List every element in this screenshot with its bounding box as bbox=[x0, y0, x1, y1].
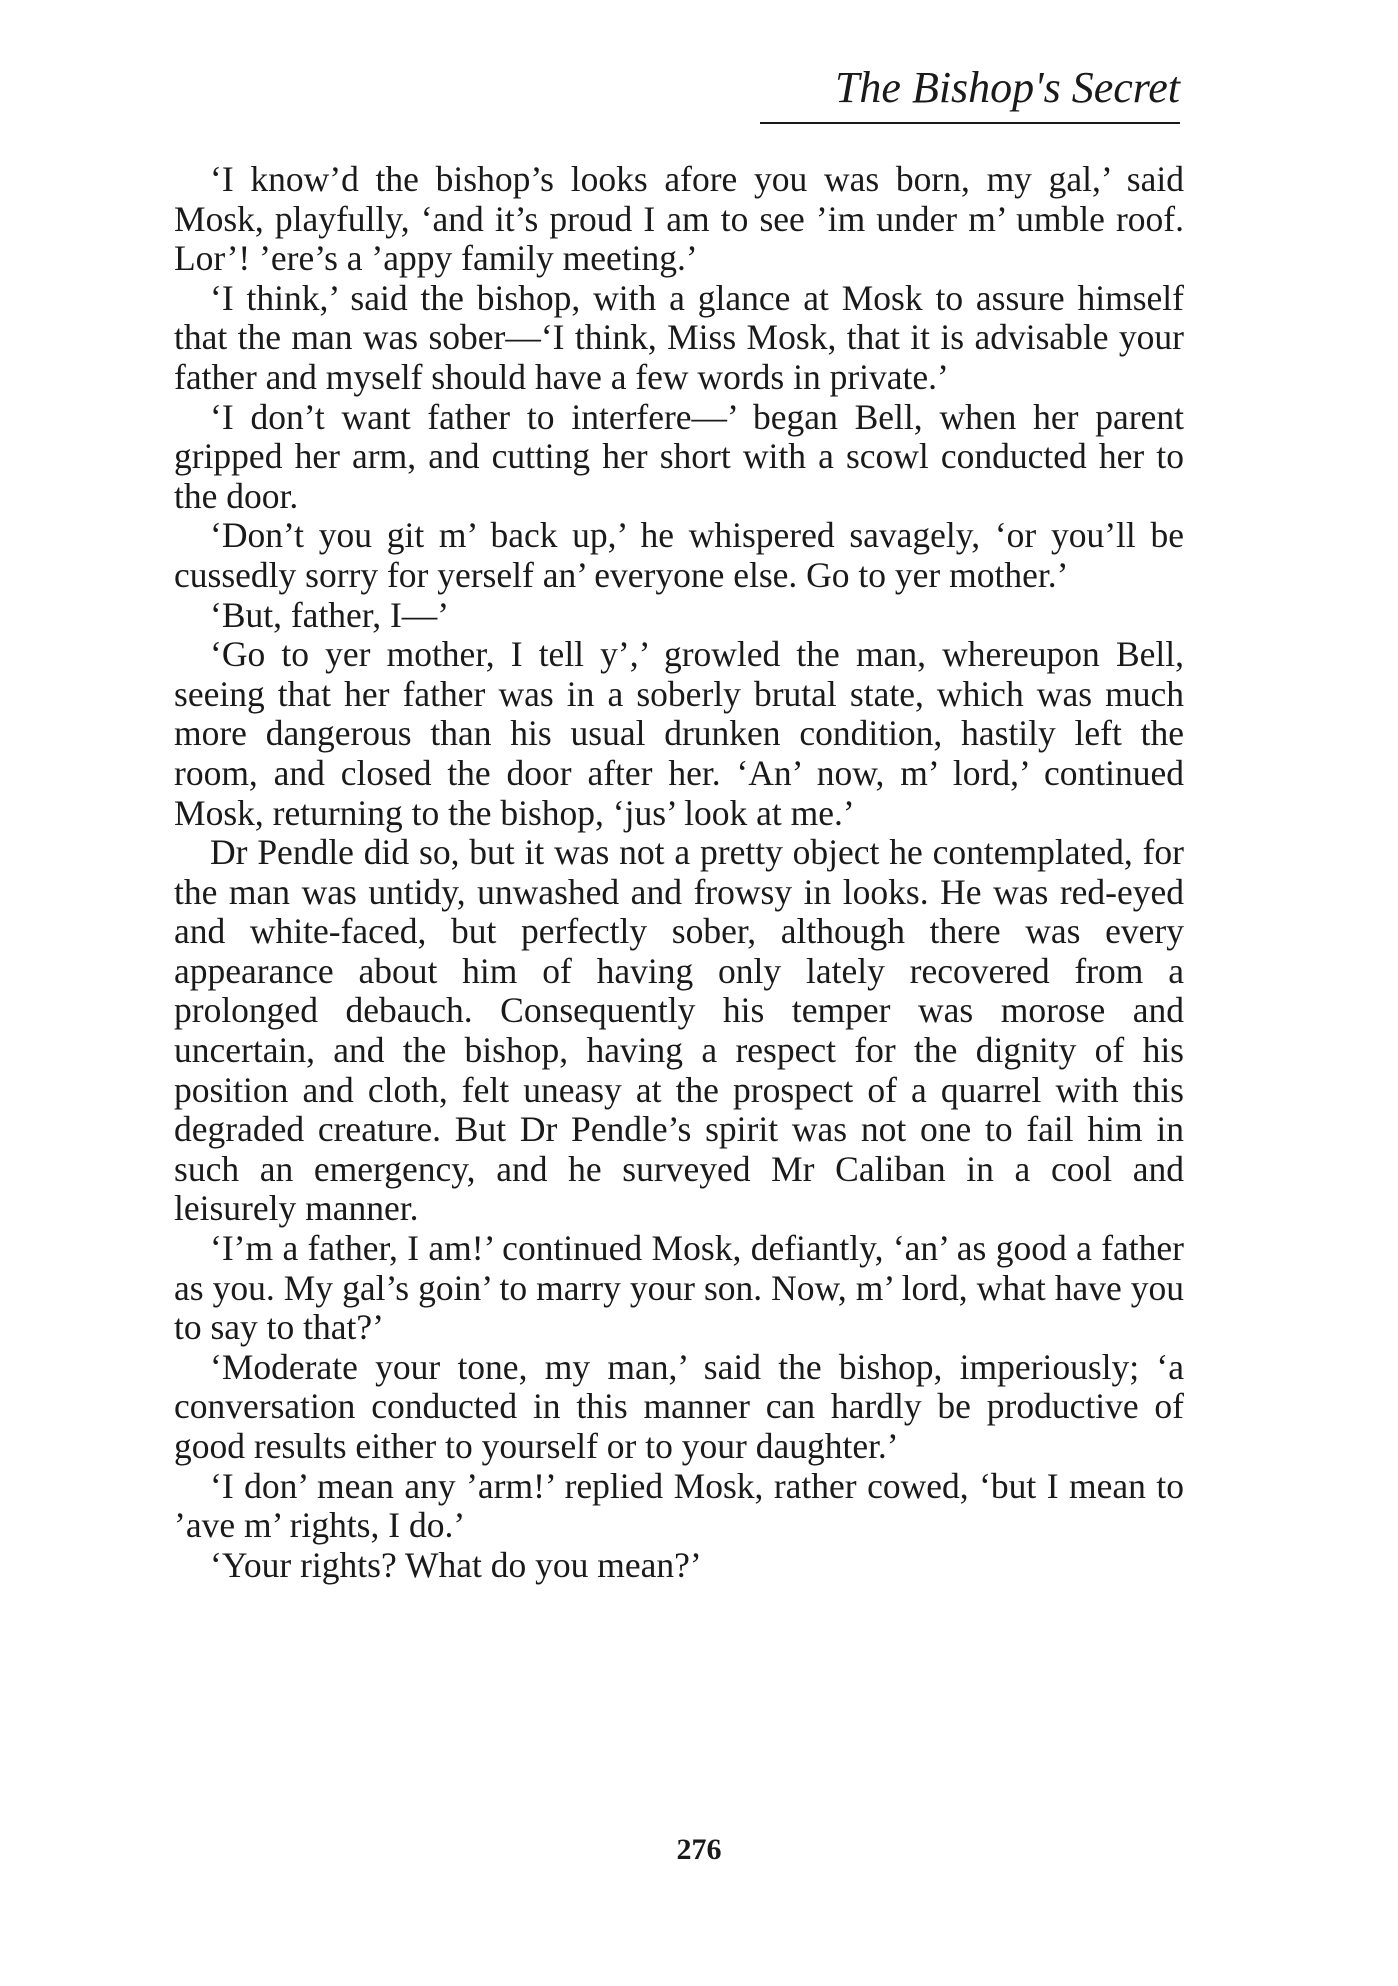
paragraph: ‘I don’ mean any ’arm!’ replied Mosk, rather cowed, ‘but I mean to ’ave m’ rights, I do.’ bbox=[174, 1465, 1184, 1546]
paragraph: ‘I’m a father, I am!’ continued Mosk, defiantly, ‘an’ as good a father as you. My gal’s goin’ to marry your son. Now, m’ lord, what have you to say to that?’ bbox=[174, 1228, 1184, 1348]
paragraph: ‘I think,’ said the bishop, with a glance at Mosk to assure himself that the man was sober—‘I think, Miss Mosk, that it is advisable your father and myself should have a few words in private.’ bbox=[174, 277, 1184, 397]
page-number: 276 bbox=[676, 1833, 722, 1866]
paragraph: ‘I know’d the bishop’s looks afore you was born, my gal,’ said Mosk, playfully, ‘and it’s proud I am to see ’im under m’ umble roof. Lor’! ’ere’s a ’appy family meeting.’ bbox=[174, 159, 1184, 279]
running-head: The Bishop's Secret bbox=[760, 60, 1180, 124]
paragraph: ‘Don’t you git m’ back up,’ he whispered savagely, ‘or you’ll be cussedly sorry for yerself an’ everyone else. Go to yer mother.’ bbox=[174, 515, 1184, 595]
paragraph: ‘I don’t want father to interfere—’ began Bell, when her parent gripped her arm, and cutting her short with a scowl conducted her to the door. bbox=[174, 396, 1184, 516]
paragraph: ‘Moderate your tone, my man,’ said the bishop, imperiously; ‘a conversation conducted in this manner can hardly be productive of good results either to yourself or to your daughter.’ bbox=[174, 1346, 1184, 1466]
body-text bbox=[174, 160, 1184, 1585]
paragraph: ‘But, father, I—’ bbox=[210, 594, 450, 635]
paragraph: Dr Pendle did so, but it was not a pretty object he contemplated, for the man was untidy, unwashed and frowsy in looks. He was red-eyed and white-faced, but perfectly sober, although there was every appearance about him of having only lately recovered from a prolonged debauch. Consequently his temper was morose and uncertain, and the bishop, having a respect for the dignity of his position and cloth, felt uneasy at the prospect of a quarrel with this degraded creature. But Dr Pendle’s spirit was not one to fail him in such an emergency, and he surveyed Mr Caliban in a cool and leisurely manner. bbox=[174, 832, 1184, 1229]
paragraph: ‘Your rights? What do you mean?’ bbox=[210, 1544, 702, 1585]
paragraph: ‘Go to yer mother, I tell y’,’ growled the man, whereupon Bell, seeing that her father was in a soberly brutal state, which was much more dangerous than his usual drunken condition, hastily left the room, and closed the door after her. ‘An’ now, m’ lord,’ continued Mosk, returning to the bishop, ‘jus’ look at me.’ bbox=[174, 634, 1184, 833]
